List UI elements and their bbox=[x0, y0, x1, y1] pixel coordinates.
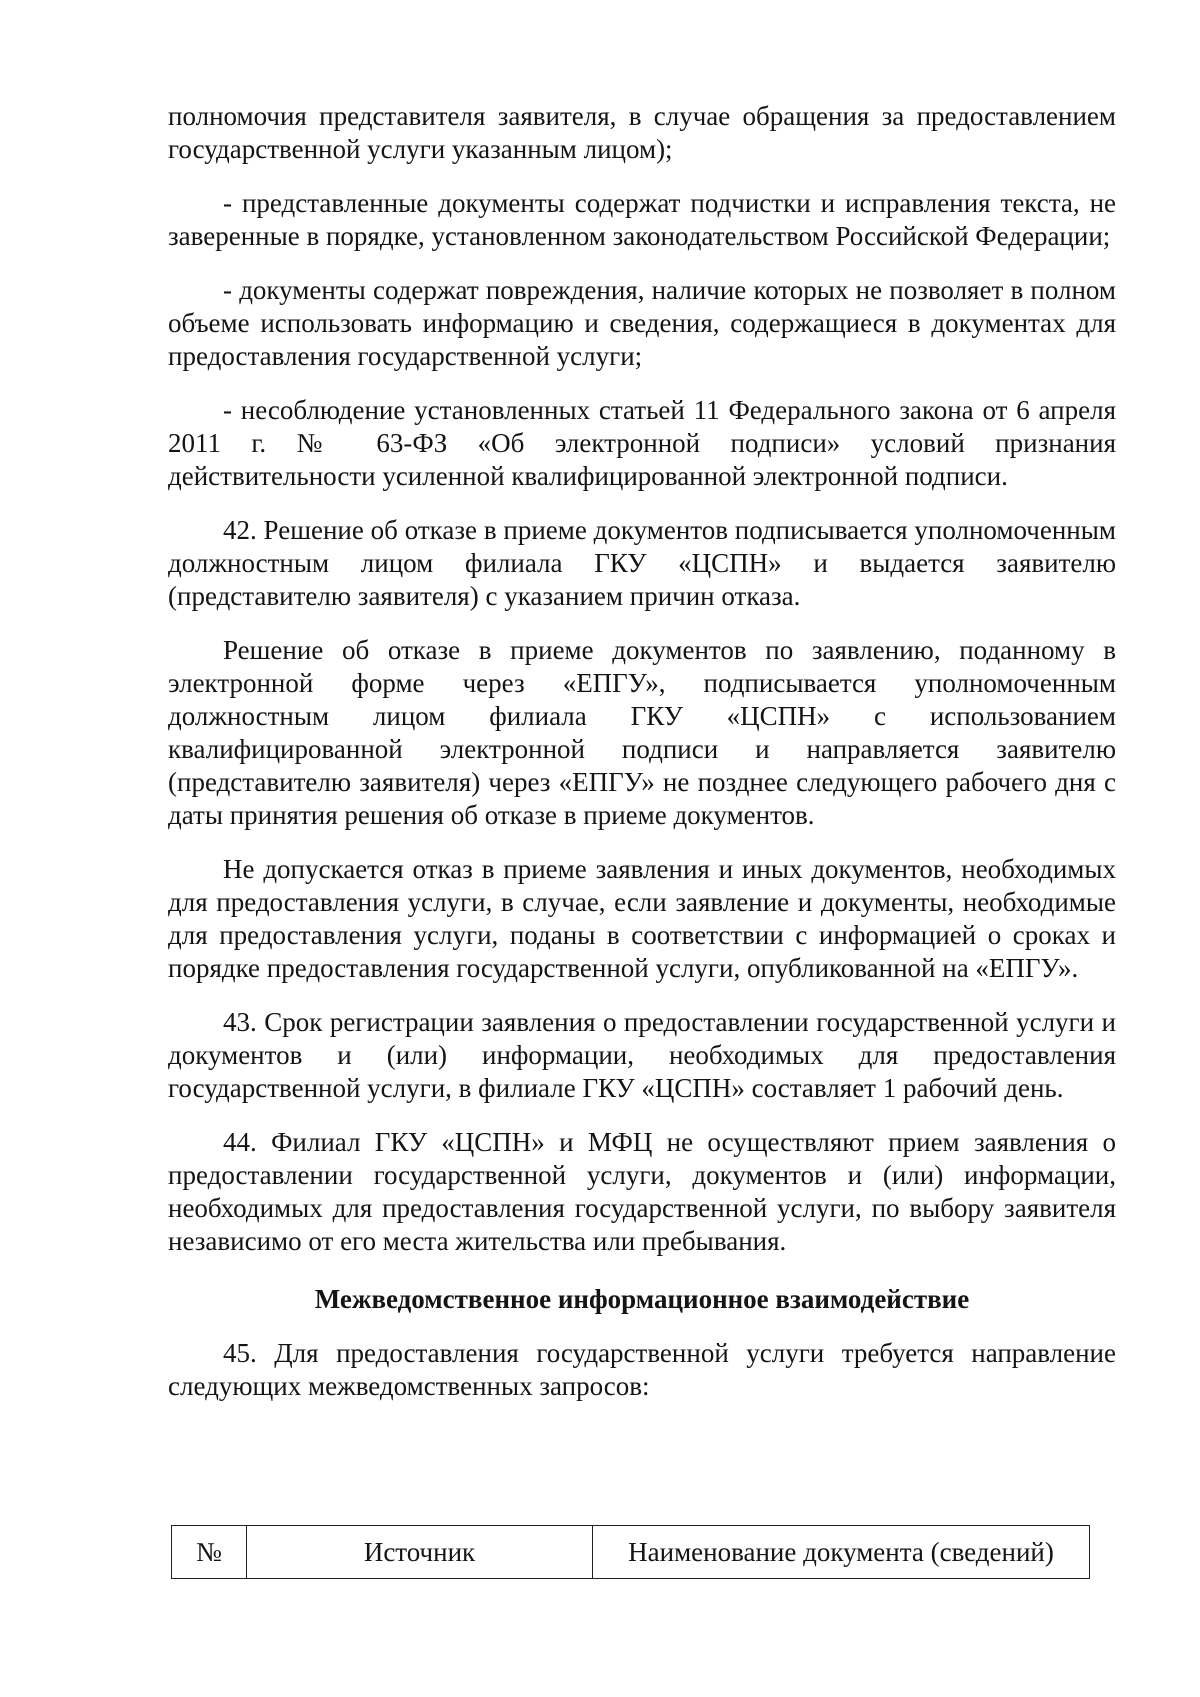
table-header-source: Источник bbox=[247, 1526, 593, 1579]
paragraph-43: 43. Срок регистрации заявления о предоставлении государственной услуги и документов и (или) информации, необходимых для предоставления государственной услуги, в филиале ГКУ «ЦСПН» составляет 1 рабочий день. bbox=[168, 1007, 1116, 1103]
table-header-document-name: Наименование документа (сведений) bbox=[593, 1526, 1090, 1579]
paragraph-44: 44. Филиал ГКУ «ЦСПН» и МФЦ не осуществляют прием заявления о предоставлении государственной услуги, документов и (или) информации, необходимых для предоставления государственной услуги, по выбору заявителя независимо от его места жительства или пребывания. bbox=[168, 1127, 1116, 1256]
paragraph-45: 45. Для предоставления государственной услуги требуется направление следующих межведомственных запросов: bbox=[168, 1338, 1116, 1401]
paragraph-erasures: - представленные документы содержат подчистки и исправления текста, не заверенные в порядке, установленном законодательством Российской Федерации; bbox=[168, 188, 1116, 251]
paragraph-damage: - документы содержат повреждения, наличие которых не позволяет в полном объеме использовать информацию и сведения, содержащиеся в документах для предоставления государственной услуги; bbox=[168, 275, 1116, 371]
document-page bbox=[168, 100, 1116, 1403]
paragraph-electronic-refusal: Решение об отказе в приеме документов по заявлению, поданному в электронной форме через «ЕПГУ», подписывается уполномоченным должностным лицом филиала ГКУ «ЦСПН» с использованием квалифицированной электронной подписи и направляется заявителю (представителю заявителя) через «ЕПГУ» не позднее следующего рабочего дня с даты принятия решения об отказе в приеме документов. bbox=[168, 635, 1116, 830]
paragraph-signature: - несоблюдение установленных статьей 11 Федерального закона от 6 апреля 2011 г. № 63-ФЗ «Об электронной подписи» условий признания действительности усиленной квалифицированной электронной подписи. bbox=[168, 395, 1116, 491]
table-header-row bbox=[172, 1526, 1090, 1579]
interagency-requests-table bbox=[171, 1525, 1090, 1579]
paragraph-42: 42. Решение об отказе в приеме документов подписывается уполномоченным должностным лицом филиала ГКУ «ЦСПН» и выдается заявителю (представителю заявителя) с указанием причин отказа. bbox=[168, 515, 1116, 611]
paragraph-no-refusal: Не допускается отказ в приеме заявления и иных документов, необходимых для предоставления услуги, в случае, если заявление и документы, необходимые для предоставления услуги, поданы в соответствии с информацией о сроках и порядке предоставления государственной услуги, опубликованной на «ЕПГУ». bbox=[168, 854, 1116, 983]
paragraph-representative-authority: полномочия представителя заявителя, в случае обращения за предоставлением государственной услуги указанным лицом); bbox=[168, 101, 1116, 164]
section-heading: Межведомственное информационное взаимодействие bbox=[314, 1284, 970, 1314]
table-header-number: № bbox=[172, 1526, 247, 1579]
